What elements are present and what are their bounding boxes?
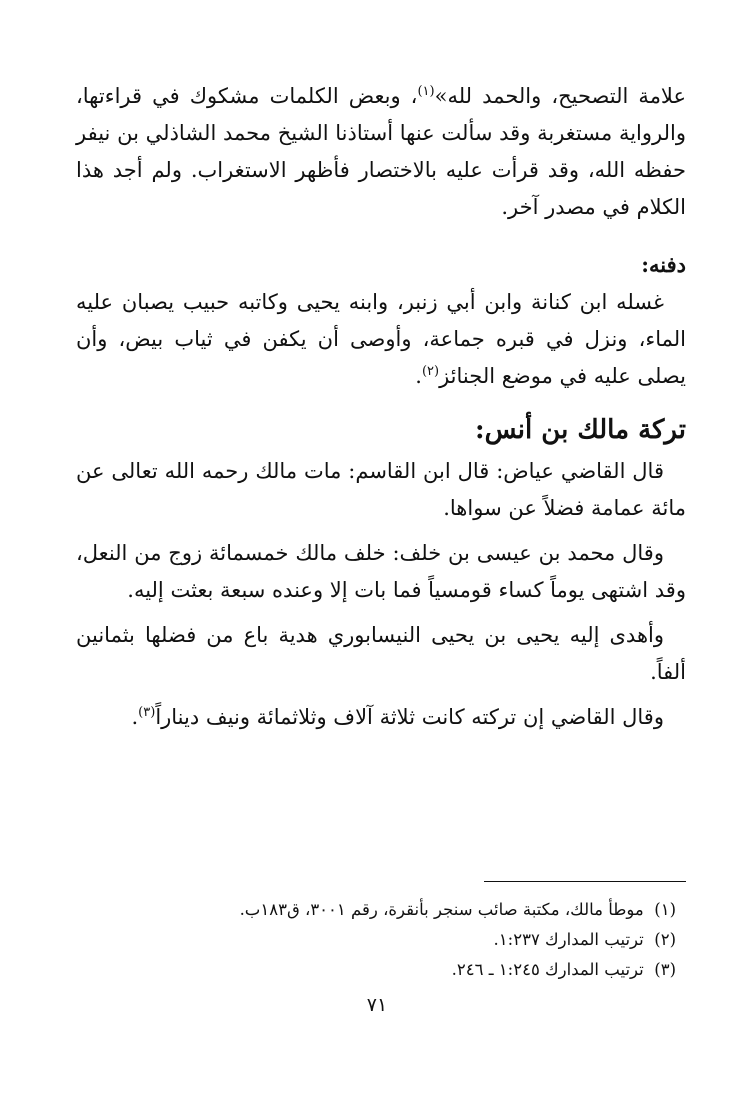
paragraph-estate-2: وقال محمد بن عيسى بن خلف: خلف مالك خمسمائة زوج من النعل، وقد اشتهى يوماً كساء قومسياً فما بات إلا وعنده سبعة بعثت إليه.: [76, 541, 686, 602]
intro-text-rest: ، وبعض الكلمات مشكوك في قراءتها، والرواية مستغربة وقد سألت عنها أستاذنا الشيخ محمد الشاذلي بن نيفر حفظه الله، وقد قرأت عليه بالاختصار فأظهر الاستغراب. ولم أجد هذا الكلام في مصدر آخر.: [76, 84, 686, 219]
burial-text: غسله ابن كنانة وابن أبي زنبر، وابنه يحيى وكاتبه حبيب يصبان عليه الماء، ونزل في قبره جماعة، وأوصى أن يكفن في ثياب بيض، وأن يصلى عليه في موضع الجنائز: [76, 290, 686, 388]
intro-text-start: علامة التصحيح، والحمد لله»: [434, 84, 686, 108]
paragraph-estate-1: قال القاضي عياض: قال ابن القاسم: مات مالك رحمه الله تعالى عن مائة عمامة فضلاً عن سواها.: [76, 459, 686, 520]
burial-text-end: .: [415, 364, 422, 388]
footnote-1: [76, 895, 676, 925]
footnote-separator: [484, 881, 686, 882]
footnote-2-number: (٢): [654, 930, 676, 949]
footnote-ref-2: (٢): [421, 364, 440, 379]
paragraph-estate-3: وأهدى إليه يحيى بن يحيى النيسابوري هدية باع من فضلها بثمانين ألفاً.: [76, 623, 686, 684]
footnote-2: [76, 925, 676, 955]
footnote-2-text: ترتيب المدارك ١:٢٣٧.: [493, 930, 644, 949]
footnote-3-text: ترتيب المدارك ١:٢٤٥ ـ ٢٤٦.: [451, 960, 644, 979]
footnote-1-number: (١): [654, 900, 676, 919]
footnote-1-text: موطأ مالك، مكتبة صائب سنجر بأنقرة، رقم ٣٠٠١، ق١٨٣ب.: [239, 900, 644, 919]
paragraph-estate-4: [76, 699, 686, 736]
footnote-3: [76, 955, 676, 985]
page-number: ٧١: [366, 994, 388, 1016]
paragraph-intro: [76, 78, 686, 226]
footnotes: [76, 895, 676, 985]
footnote-ref-3: (٣): [138, 705, 156, 720]
estate-4-text-end: .: [131, 705, 139, 729]
footnote-ref-1: (١): [417, 84, 435, 99]
estate-4-text: وقال القاضي إن تركته كانت ثلاثة آلاف وثلاثمائة ونيف ديناراً: [155, 705, 664, 729]
paragraph-burial: [76, 284, 686, 395]
heading-estate: تركة مالك بن أنس:: [475, 415, 686, 445]
heading-burial: دفنه:: [641, 252, 686, 277]
footnote-3-number: (٣): [654, 960, 676, 979]
page-body: [76, 78, 686, 736]
